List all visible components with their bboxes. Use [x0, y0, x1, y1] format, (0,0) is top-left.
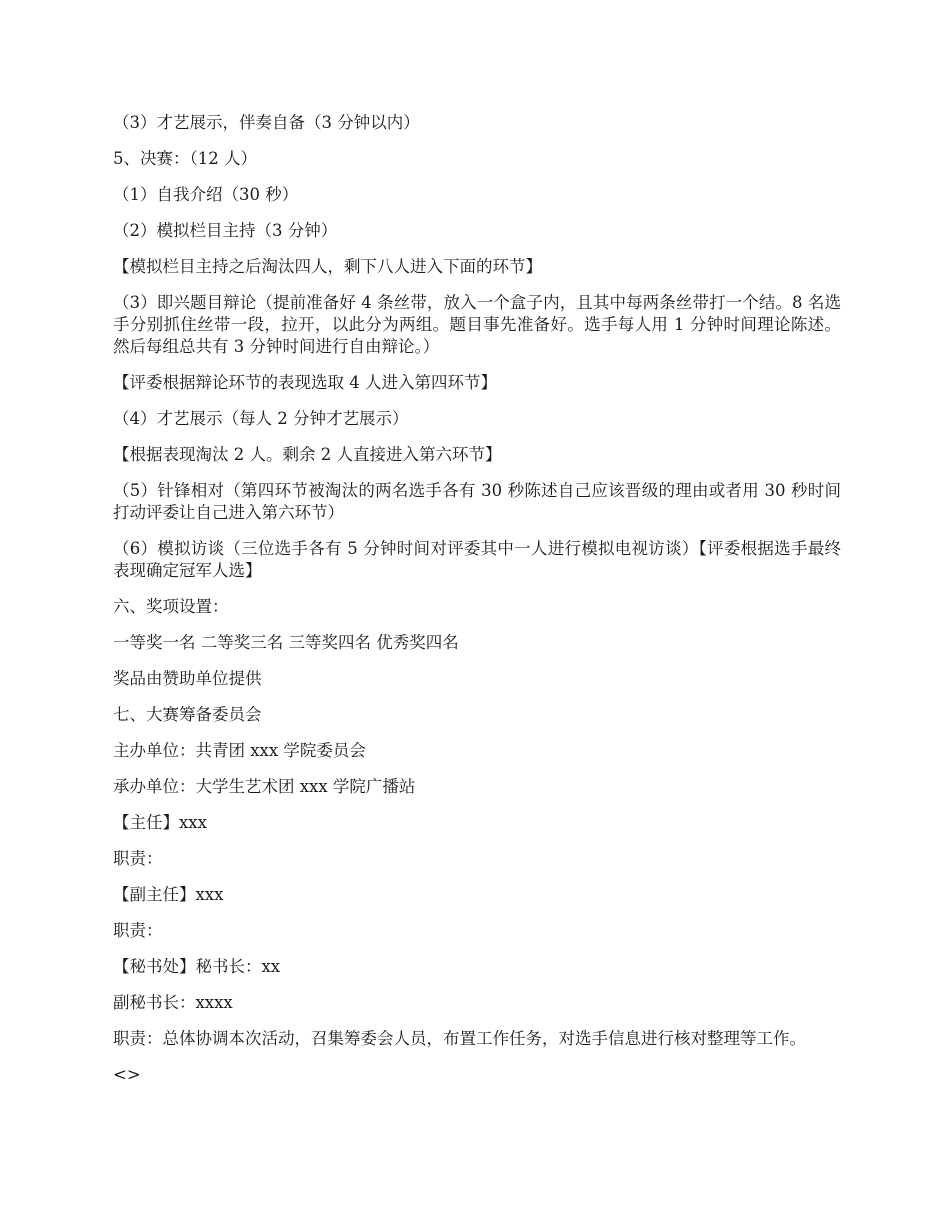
paragraph-deputy-director: 【副主任】xxx: [113, 885, 224, 904]
paragraph-duties-deputy: 职责：: [113, 921, 163, 940]
paragraph-mock-hosting: （2）模拟栏目主持（3 分钟）: [113, 221, 338, 240]
heading-committee: 七、大赛筹备委员会: [113, 705, 262, 724]
paragraph-face-off: （5）针锋相对（第四环节被淘汰的两名选手各有 30 秒陈述自己应该晋级的理由或者用 30 秒时间打动评委让自己进入第六环节）: [113, 481, 841, 522]
paragraph-self-intro: （1）自我介绍（30 秒）: [113, 185, 299, 204]
note-judges-select-four: 【评委根据辩论环节的表现选取 4 人进入第四环节】: [113, 373, 497, 392]
paragraph-mock-interview: （6）模拟访谈（三位选手各有 5 分钟时间对评委其中一人进行模拟电视访谈）【评委根据选手最终表现确定冠军人选】: [113, 539, 841, 580]
paragraph-secretariat: 【秘书处】秘书长：xx: [113, 957, 281, 976]
note-elimination-two: 【根据表现淘汰 2 人。剩余 2 人直接进入第六环节】: [113, 445, 502, 464]
paragraph-director: 【主任】xxx: [113, 813, 207, 832]
paragraph-duties-secretariat: 职责：总体协调本次活动，召集筹委会人员，布置工作任务，对选手信息进行核对整理等工作。: [113, 1029, 806, 1048]
document-body: [113, 112, 841, 1100]
heading-awards: 六、奖项设置：: [113, 597, 229, 616]
note-elimination-four: 【模拟栏目主持之后淘汰四人，剩下八人进入下面的环节】: [113, 257, 542, 276]
paragraph-organizer: 主办单位：共青团 xxx 学院委员会: [113, 741, 366, 760]
paragraph-co-organizer: 承办单位：大学生艺术团 xxx 学院广播站: [113, 777, 416, 796]
heading-finals: 5、决赛：（12 人）: [113, 149, 257, 168]
paragraph-talent-display: （4）才艺展示（每人 2 分钟才艺展示）: [113, 409, 409, 428]
paragraph-deputy-secretary: 副秘书长：xxxx: [113, 993, 233, 1012]
paragraph-impromptu-debate: （3）即兴题目辩论（提前准备好 4 条丝带，放入一个盒子内，且其中每两条丝带打一个结。8 名选手分别抓住丝带一段，拉开，以此分为两组。题目事先准备好。选手每人用 1 分钟时间理论陈述。然后每组总共有 3 分钟时间进行自由辩论。）: [113, 293, 841, 356]
paragraph-final-talent-show: （3）才艺展示，伴奏自备（3 分钟以内）: [113, 113, 420, 132]
paragraph-prize-sponsor: 奖品由赞助单位提供: [113, 669, 262, 688]
paragraph-duties-director: 职责：: [113, 849, 163, 868]
paragraph-award-list: 一等奖一名 二等奖三名 三等奖四名 优秀奖四名: [113, 633, 459, 652]
paragraph-trailing-mark: <>: [113, 1065, 141, 1084]
